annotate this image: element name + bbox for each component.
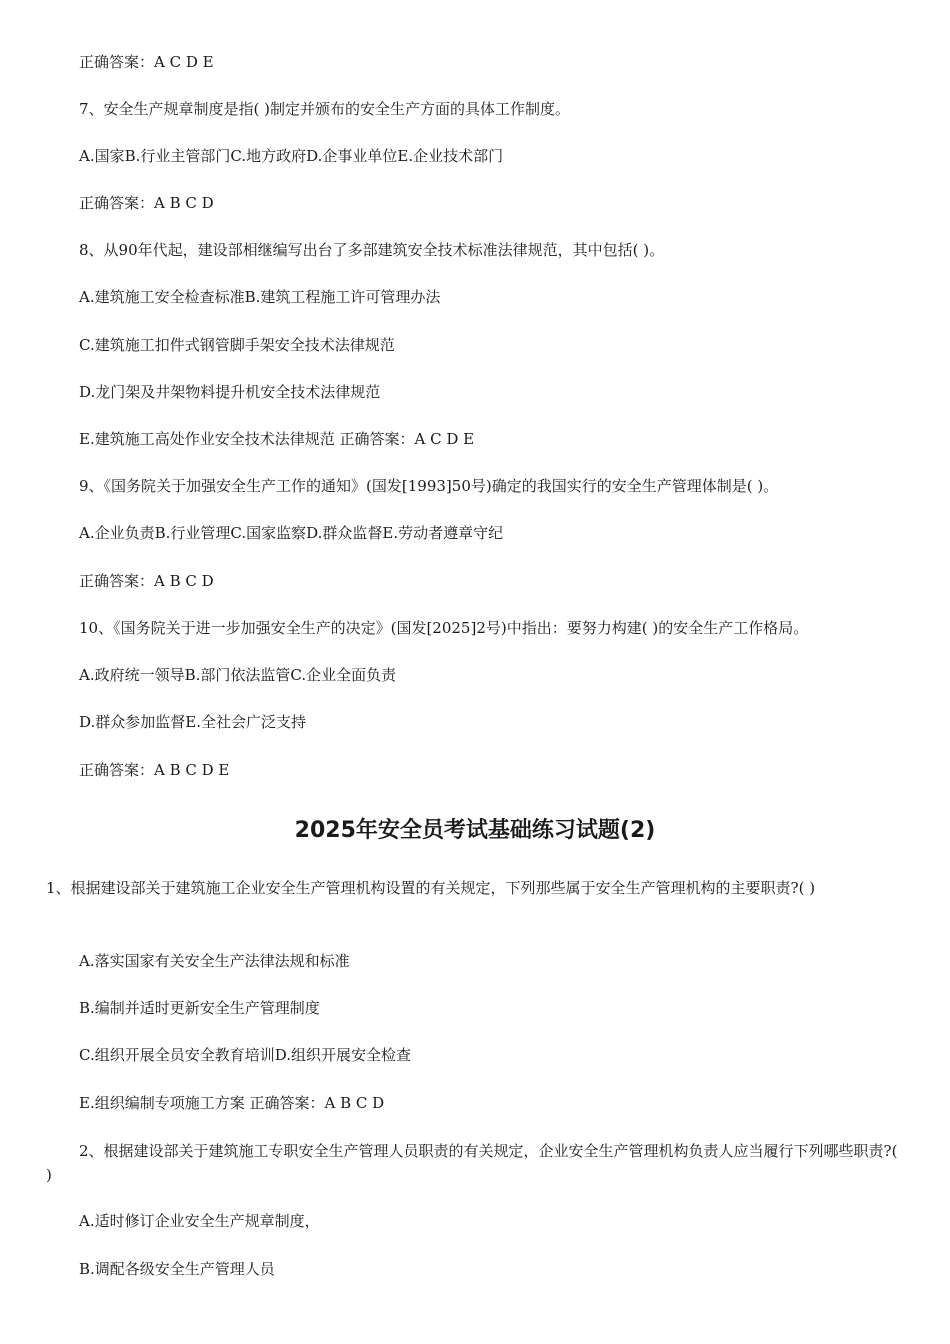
options-line: D.群众参加监督E.全社会广泛支持 [79,713,306,731]
answer-line: 正确答案：A B C D [79,572,214,590]
option-a: A.适时修订企业安全生产规章制度， [79,1212,320,1230]
options-line: C.组织开展全员安全教育培训D.组织开展安全检查 [79,1046,411,1064]
question-10: 10、《国务院关于进一步加强安全生产的决定》(国发[2025]2号)中指出：要努力构建( )的安全生产工作格局。 [79,619,809,637]
options-line: C.建筑施工扣件式钢管脚手架安全技术法律规范 [79,336,395,354]
options-line: A.国家B.行业主管部门C.地方政府D.企事业单位E.企业技术部门 [79,147,504,165]
question-8: 8、从90年代起，建设部相继编写出台了多部建筑安全技术标准法律规范，其中包括( )。 [79,241,665,259]
options-line: A.企业负责B.行业管理C.国家监察D.群众监督E.劳动者遵章守纪 [79,524,504,542]
option-b: B.编制并适时更新安全生产管理制度 [79,999,320,1017]
option-a: A.落实国家有关安全生产法律法规和标准 [79,952,350,970]
options-line: A.建筑施工安全检查标准B.建筑工程施工许可管理办法 [79,288,441,306]
question-7: 7、安全生产规章制度是指( )制定并颁布的安全生产方面的具体工作制度。 [79,100,571,118]
options-answer-line: E.建筑施工高处作业安全技术法律规范 正确答案：A C D E [79,430,475,448]
options-line: D.龙门架及井架物料提升机安全技术法律规范 [79,383,381,401]
option-b: B.调配各级安全生产管理人员 [79,1260,275,1278]
options-line: A.政府统一领导B.部门依法监管C.企业全面负责 [79,666,397,684]
question-2: 2、根据建设部关于建筑施工专职安全生产管理人员职责的有关规定，企业安全生产管理机构负责人应当履行下列哪些职责?( ) [46,1142,898,1184]
question-1: 1、根据建设部关于建筑施工企业安全生产管理机构设置的有关规定，下列那些属于安全生产管理机构的主要职责?( ) [46,879,816,897]
answer-line: 正确答案：A C D E [79,53,214,71]
options-answer-line: E.组织编制专项施工方案 正确答案：A B C D [79,1094,385,1112]
section-title: 2025年安全员考试基础练习试题(2) [294,818,656,843]
question-9: 9、《国务院关于加强安全生产工作的通知》(国发[1993]50号)确定的我国实行的安全生产管理体制是( )。 [79,477,779,495]
answer-line: 正确答案：A B C D [79,194,214,212]
answer-line: 正确答案：A B C D E [79,761,230,779]
